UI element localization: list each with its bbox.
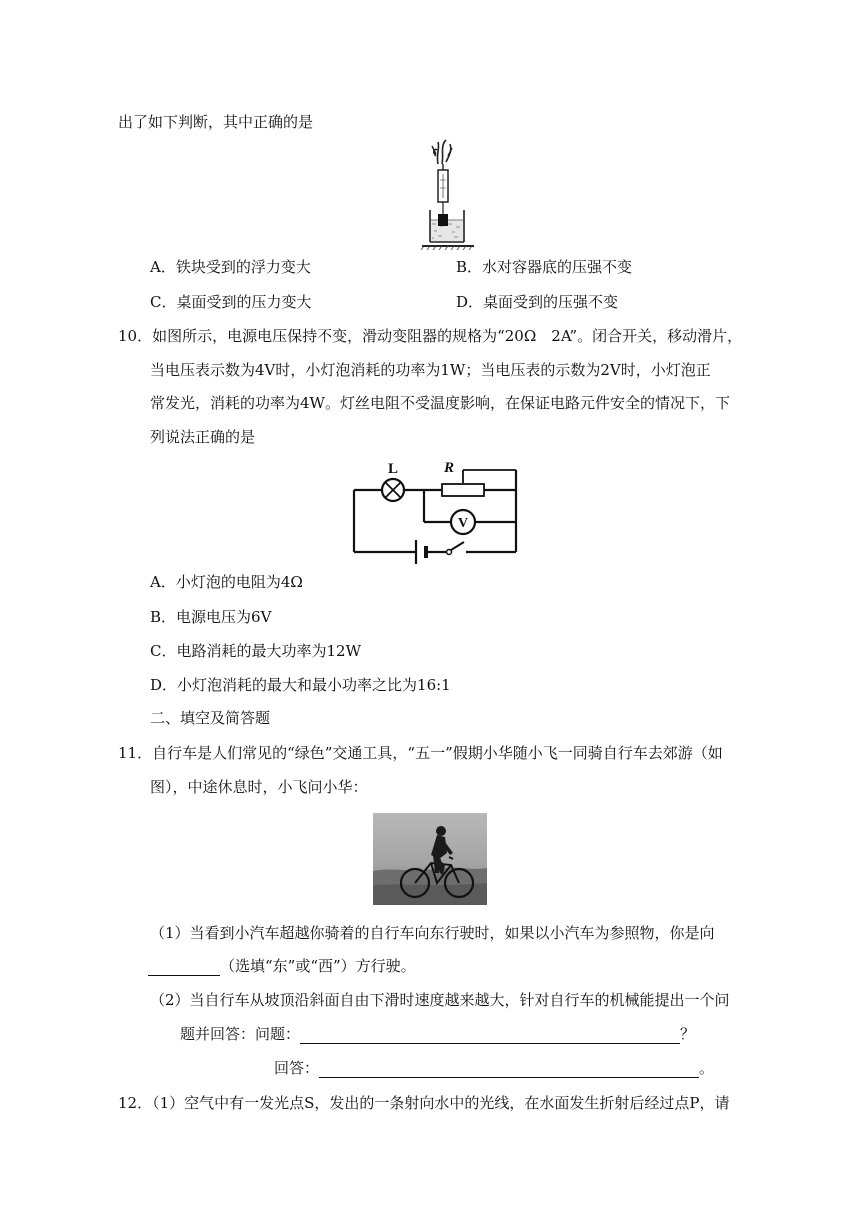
q11-answer-end: 。: [699, 1059, 715, 1077]
q11-line-1: 11．自行车是人们常见的“绿色”交通工具，“五一”假期小华随小飞一同骑自行车去郊游（如: [118, 744, 723, 762]
answer-blank-direction[interactable]: [148, 959, 220, 976]
voltmeter-label: V: [457, 516, 469, 531]
q9-option-d: D．桌面受到的压强不变: [456, 293, 619, 311]
q12-line-1: 12．（1）空气中有一发光点S，发出的一条射向水中的光线，在水面发生折射后经过点P，请: [118, 1094, 730, 1112]
section-heading: 二、填空及简答题: [150, 709, 271, 727]
q11-part2-line-1: （2）当自行车从坡顶沿斜面自由下滑时速度越来越大，针对自行车的机械能提出一个问: [150, 991, 730, 1009]
q10-line-3: 常发光，消耗的功率为4W。灯丝电阻不受温度影响，在保证电路元件安全的情况下，下: [150, 394, 730, 412]
q10-option-b: B．电源电压为6V: [150, 608, 272, 626]
q11-answer-label: 回答：: [274, 1059, 320, 1077]
q11-part1-line-1: （1）当看到小汽车超越你骑着的自行车向东行驶时，如果以小汽车为参照物，你是向: [150, 924, 715, 942]
q11-part1-hint: （选填“东”或“西”）方行驶。: [220, 957, 416, 975]
q9-tail-text: 出了如下判断，其中正确的是: [118, 113, 314, 131]
q10-option-c: C．电路消耗的最大功率为12W: [150, 642, 361, 660]
q10-option-a: A．小灯泡的电阻为4Ω: [150, 573, 303, 591]
lamp-label: L: [387, 461, 399, 477]
q10-line-2: 当电压表示数为4V时，小灯泡消耗的功率为1W；当电压表的示数为2V时，小灯泡正: [150, 361, 711, 379]
answer-blank-question[interactable]: [300, 1027, 680, 1044]
q10-line-1: 10．如图所示，电源电压保持不变，滑动变阻器的规格为“20Ω 2A”。闭合开关，移动滑片，: [118, 327, 743, 345]
q11-question-end: ？: [680, 1025, 696, 1043]
circuit-diagram: [350, 456, 522, 568]
rheostat-label: R: [443, 460, 455, 476]
cyclist-photo: [373, 813, 487, 905]
q11-question-label: 题并回答：问题：: [180, 1025, 301, 1043]
q11-part1-line-2: [148, 956, 416, 976]
q9-option-c: C．桌面受到的压力变大: [150, 293, 312, 311]
answer-blank-answer[interactable]: [319, 1061, 699, 1078]
q10-line-4: 列说法正确的是: [150, 428, 256, 446]
q11-part2-answer-line: [274, 1058, 714, 1078]
q9-option-a: A．铁块受到的浮力变大: [150, 258, 311, 276]
q9-option-b: B．水对容器底的压强不变: [456, 258, 633, 276]
q10-option-d: D．小灯泡消耗的最大和最小功率之比为16:1: [150, 676, 451, 694]
q11-line-2: 图），中途休息时，小飞问小华：: [150, 778, 368, 796]
q11-part2-question-line: [180, 1024, 695, 1044]
spring-scale-figure: [418, 136, 478, 250]
